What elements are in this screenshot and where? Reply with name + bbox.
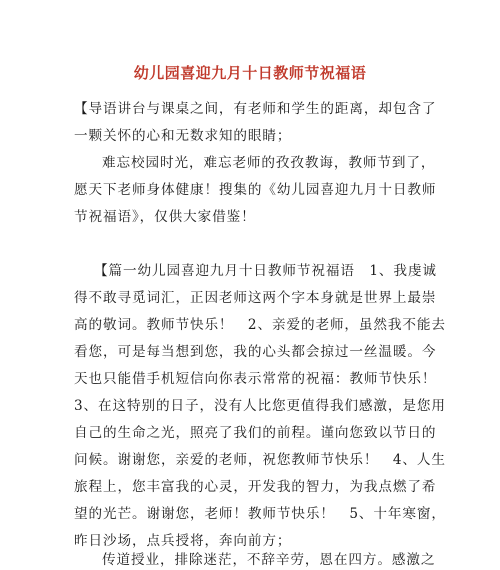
intro-line: 难忘校园时光，难忘老师的孜孜教诲，教师节到了，: [102, 155, 436, 171]
body-line: 旅程上，您丰富我的心灵，开发我的智力，为我点燃了希: [74, 479, 437, 495]
document-title: 幼儿园喜迎九月十日教师节祝福语: [133, 64, 367, 82]
body-line: 望的光芒。谢谢您，老师！教师节快乐！ 5、十年寒窗，: [74, 506, 446, 522]
intro-line: 节祝福语》，仅供大家借鉴！: [74, 209, 256, 225]
body-line: 问候。谢谢您，亲爱的老师，祝您教师节快乐！ 4、人生: [74, 452, 446, 468]
intro-line: 一颗关怀的心和无数求知的眼睛；: [74, 128, 292, 144]
body-line: 天也只能借手机短信向你表示常常的祝福：教师节快乐！: [74, 371, 437, 387]
body-line: 传道授业，排除迷茫，不辞辛劳，恩在四方。感激之: [102, 552, 436, 568]
body-line: 高的敬词。教师节快乐！ 2、亲爱的老师，虽然我不能去: [74, 317, 446, 333]
intro-line: 愿天下老师身体健康！搜集的《幼儿园喜迎九月十日教师: [74, 182, 437, 198]
body-line: 得不敢寻觅词汇，正因老师这两个字本身就是世界上最崇: [74, 290, 437, 306]
intro-line: 【导语讲台与课桌之间，有老师和学生的距离，却包含了: [74, 101, 437, 117]
body-line: 自己的生命之光，照亮了我们的前程。谨向您致以节日的: [74, 425, 437, 441]
body-line: 【篇一幼儿园喜迎九月十日教师节祝福语 1、我虔诚: [94, 263, 437, 279]
body-line: 看您，可是每当想到您，我的心头都会掠过一丝温暖。今: [74, 344, 437, 360]
body-line: 3、在这特别的日子，没有人比您更值得我们感激，是您用: [74, 398, 446, 414]
body-line: 昨日沙场，点兵授将，奔向前方；: [74, 533, 292, 549]
